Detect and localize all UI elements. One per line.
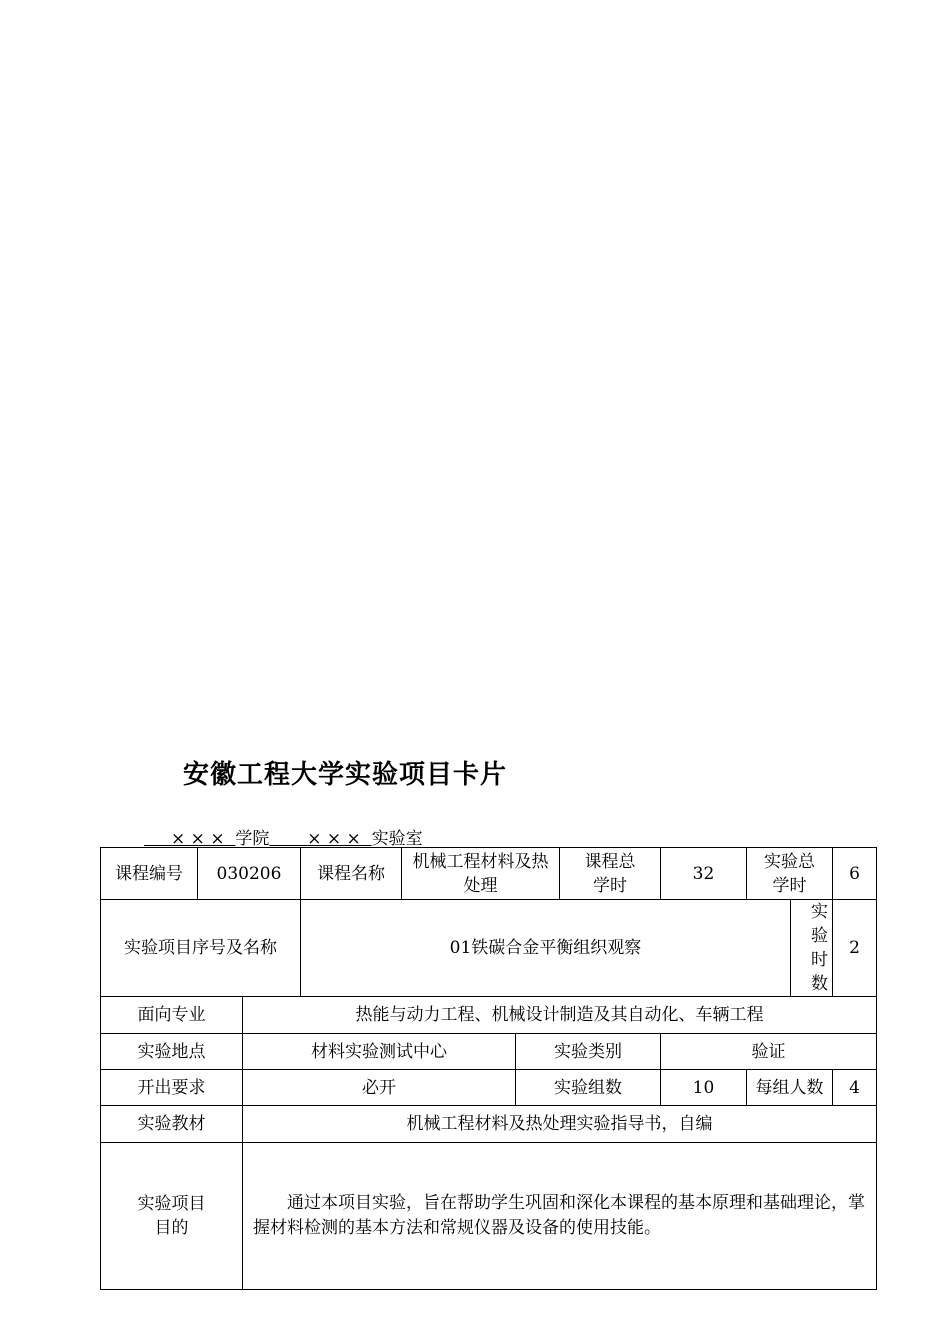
major-label: 面向专业 bbox=[101, 997, 243, 1034]
table-row bbox=[101, 1106, 877, 1143]
table-row bbox=[101, 900, 877, 997]
groups-label: 实验组数 bbox=[516, 1070, 661, 1106]
college-lab-line bbox=[144, 824, 423, 849]
total-hours-value: 32 bbox=[661, 848, 747, 900]
table-row bbox=[101, 848, 877, 900]
table-row bbox=[101, 1034, 877, 1070]
exp-total-hours-value: 6 bbox=[833, 848, 877, 900]
type-value: 验证 bbox=[661, 1034, 877, 1070]
location-label: 实验地点 bbox=[101, 1034, 243, 1070]
table-row bbox=[101, 1070, 877, 1106]
college-label: 学院 bbox=[235, 829, 270, 849]
exp-total-hours-label: 实验总学时 bbox=[747, 848, 833, 900]
per-group-label: 每组人数 bbox=[747, 1070, 833, 1106]
item-value: 01铁碳合金平衡组织观察 bbox=[301, 900, 791, 997]
course-code-value: 030206 bbox=[198, 848, 301, 900]
requirement-label: 开出要求 bbox=[101, 1070, 243, 1106]
course-name-label: 课程名称 bbox=[301, 848, 402, 900]
college-placeholder: × × × bbox=[171, 829, 230, 849]
total-hours-label: 课程总学时 bbox=[560, 848, 661, 900]
hours-label: 实验时数 bbox=[791, 900, 833, 997]
major-value: 热能与动力工程、机械设计制造及其自动化、车辆工程 bbox=[243, 997, 877, 1034]
item-label: 实验项目序号及名称 bbox=[101, 900, 301, 997]
purpose-value: 通过本项目实验，旨在帮助学生巩固和深化本课程的基本原理和基础理论，掌握材料检测的基本方法和常规仪器及设备的使用技能。 bbox=[253, 1193, 865, 1238]
location-value: 材料实验测试中心 bbox=[243, 1034, 516, 1070]
table-row bbox=[101, 997, 877, 1034]
per-group-value: 4 bbox=[833, 1070, 877, 1106]
requirement-value: 必开 bbox=[243, 1070, 516, 1106]
course-name-value: 机械工程材料及热处理 bbox=[402, 848, 560, 900]
purpose-label: 实验项目目的 bbox=[101, 1143, 243, 1290]
textbook-label: 实验教材 bbox=[101, 1106, 243, 1143]
groups-value: 10 bbox=[661, 1070, 747, 1106]
lab-label: 实验室 bbox=[371, 829, 423, 849]
type-label: 实验类别 bbox=[516, 1034, 661, 1070]
experiment-card-table bbox=[100, 847, 877, 1290]
hours-value: 2 bbox=[833, 900, 877, 997]
document-title: 安徽工程大学实验项目卡片 bbox=[183, 760, 508, 790]
course-code-label: 课程编号 bbox=[101, 848, 198, 900]
table-row bbox=[101, 1143, 877, 1290]
lab-placeholder: × × × bbox=[307, 829, 367, 849]
textbook-value: 机械工程材料及热处理实验指导书，自编 bbox=[243, 1106, 877, 1143]
